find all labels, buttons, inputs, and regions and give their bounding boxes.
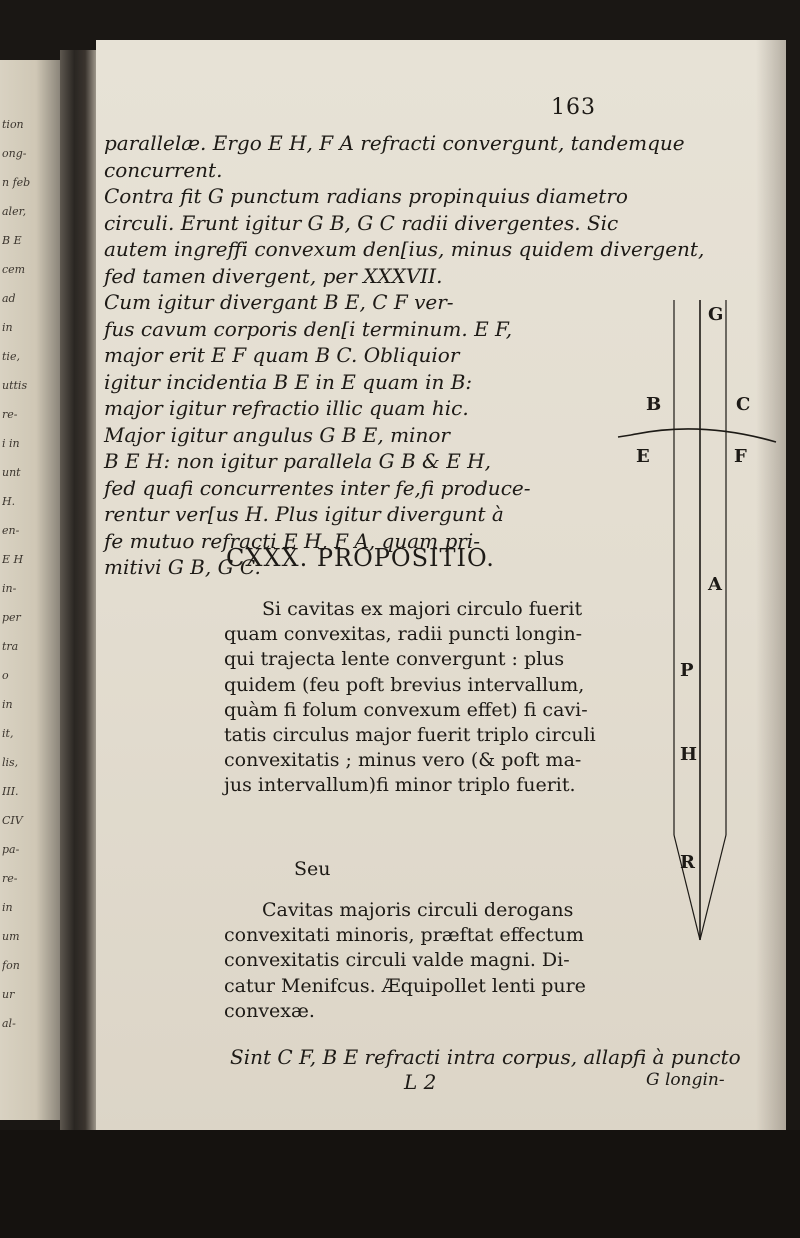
- text-line: quidem (feu poft brevius intervallum,: [224, 673, 585, 696]
- page-number: 163: [551, 95, 596, 120]
- text-line: quàm fi folum convexum effet) fi cavi-: [224, 698, 588, 721]
- text-line: autem ingreffi convexum den[ius, minus quidem divergent,: [104, 237, 705, 261]
- facing-page-fragment: ur: [2, 988, 15, 1001]
- ray-line: [700, 835, 726, 940]
- facing-page-fragment: ong-: [2, 147, 27, 160]
- final-text-line: Sint C F, B E refracti intra corpus, allapfi à puncto: [230, 1045, 741, 1069]
- lens-edge: [618, 435, 631, 437]
- facing-page-fragment: lis,: [2, 756, 19, 769]
- facing-page-fragment: it,: [2, 727, 14, 740]
- text-line: major igitur refractio illic quam hic.: [104, 396, 469, 420]
- text-line: circuli. Erunt igitur G B, G C radii divergentes. Sic: [104, 210, 619, 235]
- text-line: Cavitas majoris circuli derogans: [262, 899, 574, 921]
- text-line: tatis circulus major fuerit triplo circuli: [224, 724, 596, 747]
- point-label-b: B: [646, 394, 662, 415]
- text-line: fus cavum corporis den[i terminum. E F,: [104, 316, 513, 341]
- facing-page-fragment: uttis: [2, 379, 28, 392]
- point-label-r: R: [680, 852, 695, 873]
- point-label-g: G: [708, 304, 724, 325]
- text-line: Si cavitas ex majori circulo fuerit: [262, 598, 583, 620]
- text-line: mitivi G B, G C.: [104, 555, 261, 579]
- point-label-c: C: [736, 394, 751, 415]
- lens-surface-curve: [631, 429, 776, 442]
- text-line: Major igitur angulus G B E, minor: [104, 422, 450, 447]
- facing-page-fragment: in-: [2, 582, 17, 595]
- facing-page-fragment: n feb: [2, 176, 31, 189]
- facing-page-fragment: fon: [2, 959, 20, 972]
- facing-page-fragment: cem: [2, 263, 26, 276]
- book-page: [96, 40, 786, 1140]
- text-line: jus intervallum)fi minor triplo fuerit.: [224, 774, 576, 797]
- text-line: concurrent.: [104, 157, 223, 182]
- book-gutter: [60, 50, 96, 1130]
- proposition-heading: CXXX. PROPOSITIO.: [226, 544, 495, 572]
- text-line: qui trajecta lente convergunt : plus: [224, 648, 565, 671]
- facing-page-fragment: tra: [2, 640, 19, 653]
- facing-page-fragment: re-: [2, 408, 18, 421]
- facing-page-fragment: o: [2, 669, 9, 682]
- facing-page-fragment: re-: [2, 872, 18, 885]
- catch-word: G longin-: [646, 1070, 725, 1090]
- facing-page-fragment: unt: [2, 466, 21, 479]
- facing-page-fragment: H.: [2, 495, 16, 508]
- seu-label: Seu: [294, 858, 331, 880]
- text-line: Cum igitur divergant B E, C F ver-: [104, 290, 454, 314]
- facing-page-fragment: tie,: [2, 350, 20, 363]
- facing-page-fragment: E H: [2, 553, 24, 566]
- text-line: convexitati minoris, præftat effectum: [224, 924, 584, 947]
- text-line: fed quafi concurrentes inter fe,fi produce-: [104, 475, 531, 500]
- text-line: quam convexitas, radii puncti longin-: [224, 623, 583, 646]
- ray-line: [674, 835, 700, 940]
- text-line: B E H: non igitur parallela G B & E H,: [104, 449, 491, 473]
- lens-diagram: [596, 280, 796, 980]
- facing-page-fragment: in: [2, 698, 13, 711]
- text-line: parallelæ. Ergo E H, F A refracti convergunt, tandemque: [104, 131, 685, 155]
- point-label-a: A: [708, 574, 722, 595]
- text-line: convexitatis ; minus vero (& poft ma-: [224, 749, 582, 772]
- facing-page-fragment: um: [2, 930, 20, 943]
- text-line: catur Menifcus. Æquipollet lenti pure: [224, 974, 586, 997]
- point-label-h: H: [680, 744, 698, 765]
- facing-page-fragment: in: [2, 321, 13, 334]
- facing-page-fragment: en-: [2, 524, 20, 537]
- point-label-e: E: [636, 446, 650, 467]
- facing-page-fragment: in: [2, 901, 13, 914]
- facing-page-fragment: aler,: [2, 205, 27, 218]
- facing-page-fragment: pa-: [2, 843, 20, 856]
- proposition-paragraph: [224, 597, 644, 799]
- text-line: convexæ.: [224, 999, 315, 1022]
- text-line: fed tamen divergent, per XXXVII.: [104, 263, 443, 288]
- lens-diagram-svg: [596, 280, 796, 980]
- facing-page-fragment: B E: [2, 234, 22, 247]
- point-label-f: F: [734, 446, 747, 467]
- signature-mark: L 2: [404, 1070, 437, 1094]
- text-line: convexitatis circuli valde magni. Di-: [224, 949, 570, 972]
- facing-page-fragment: III.: [2, 785, 19, 798]
- text-line: igitur incidentia B E in E quam in B:: [104, 369, 473, 394]
- facing-page-fragment: i in: [2, 437, 20, 450]
- text-line: major erit E F quam B C. Obliquior: [104, 343, 460, 367]
- facing-page-fragment: CIV: [2, 814, 23, 827]
- alternate-paragraph: [224, 898, 644, 1024]
- text-line: fe mutuo refracti E H, F A, quam pri-: [104, 528, 480, 553]
- scan-background: [0, 1130, 800, 1238]
- point-label-p: P: [680, 660, 694, 681]
- text-line: Contra fit G punctum radians propinquius diametro: [104, 184, 628, 208]
- facing-page-fragment: ad: [2, 292, 16, 305]
- facing-page-fragment: al-: [2, 1017, 16, 1030]
- facing-page-fragment: per: [2, 611, 21, 624]
- text-line: rentur ver[us H. Plus igitur divergunt à: [104, 502, 504, 526]
- facing-page-fragment: tion: [2, 118, 24, 131]
